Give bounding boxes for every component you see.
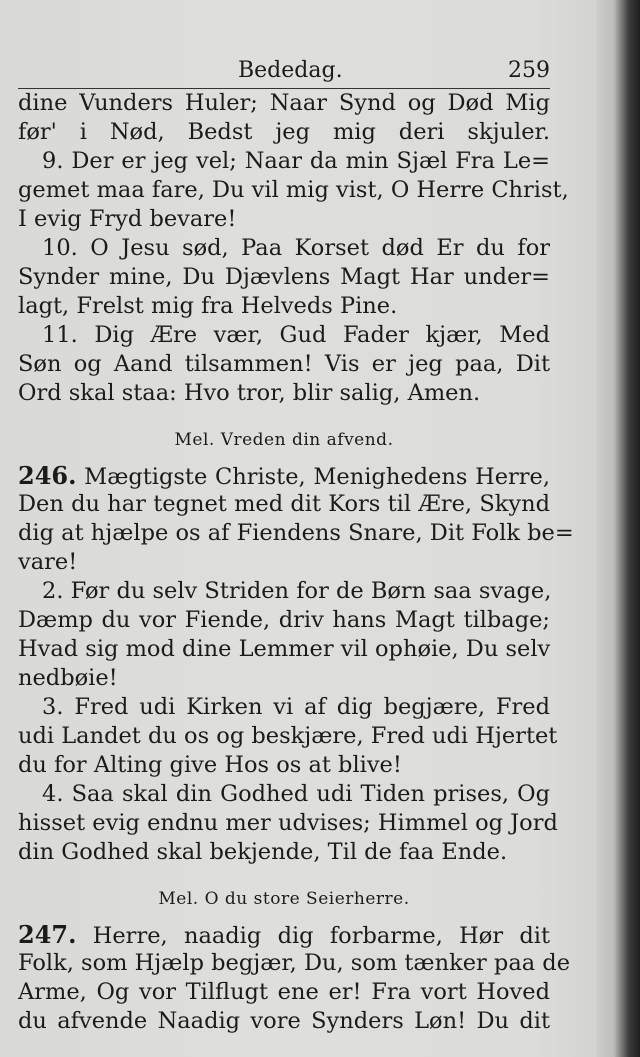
text-line: dine Vunders Huler; Naar Synd og Død Mig [18,90,550,116]
page-content [18,52,574,1036]
text-line: Hvad sig mod dine Lemmer vil ophøie, Du selv [18,636,551,662]
text-line: før' i Nød, Bedst jeg mig deri skjuler. [18,119,550,145]
hymn-number: 247. [18,920,77,949]
text-line: Folk, som Hjælp begjær, Du, som tænker paa de [18,950,571,976]
melody-heading-246: Mel. Vreden din afvend. [174,430,394,450]
hymn-246 [18,461,574,867]
hymn-first-line [18,920,550,949]
running-title: Bededag. [238,58,343,83]
text-line: gemet maa fare, Du vil mig vist, O Herre Christ, [18,177,569,203]
text-line: Dæmp du vor Fiende, driv hans Magt tilbage; [18,607,550,633]
text-line: I evig Fryd bevare! [18,206,237,232]
text-line: 11. Dig Ære vær, Gud Fader kjær, Med [42,322,550,348]
hymn-number: 246. [18,461,77,490]
text-line: vare! [18,549,78,575]
text-line: Synder mine, Du Djævlens Magt Har under= [18,264,550,290]
text-line: 9. Der er jeg vel; Naar da min Sjæl Fra Le= [42,148,550,174]
text-line: Den du har tegnet med dit Kors til Ære, Skynd [18,491,550,517]
text-line: hisset evig endnu mer udvises; Himmel og Jord [18,810,558,836]
text-line: du for Alting give Hos os at blive! [18,752,402,778]
melody-heading-247: Mel. O du store Seierherre. [158,889,410,909]
text-line: du afvende Naadig vore Synders Løn! Du dit [18,1008,550,1034]
text-line: 10. O Jesu sød, Paa Korset død Er du for [42,235,550,261]
text-line: lagt, Frelst mig fra Helveds Pine. [18,293,398,319]
text-line: 3. Fred udi Kirken vi af dig begjære, Fred [42,694,550,720]
text-line: din Godhed skal bekjende, Til de faa Ende. [18,839,508,865]
text-line: dig at hjælpe os af Fiendens Snare, Dit Folk be= [18,520,574,546]
page-edge-shadow [596,0,640,1057]
hymn-247 [18,920,571,1036]
text-line: 4. Saa skal din Godhed udi Tiden prises, Og [42,781,550,807]
hymn-first-line [18,461,550,490]
hymn-first-line-text: Herre, naadig dig forbarme, Hør dit [92,923,550,949]
hymn-245-continuation [18,89,569,408]
text-line: Arme, Og vor Tilflugt ene er! Fra vort Hoved [18,979,550,1005]
page-header [18,52,550,89]
text-line: udi Landet du os og beskjære, Fred udi Hjertet [18,723,558,749]
text-line: nedbøie! [18,665,118,691]
text-line: Ord skal staa: Hvo tror, blir salig, Amen. [18,380,481,406]
text-line: 2. Før du selv Striden for de Børn saa svage, [42,578,552,604]
hymn-first-line-text: Mægtigste Christe, Menighedens Herre, [84,464,551,490]
text-line: Søn og Aand tilsammen! Vis er jeg paa, Dit [18,351,550,377]
page-number: 259 [508,58,550,83]
